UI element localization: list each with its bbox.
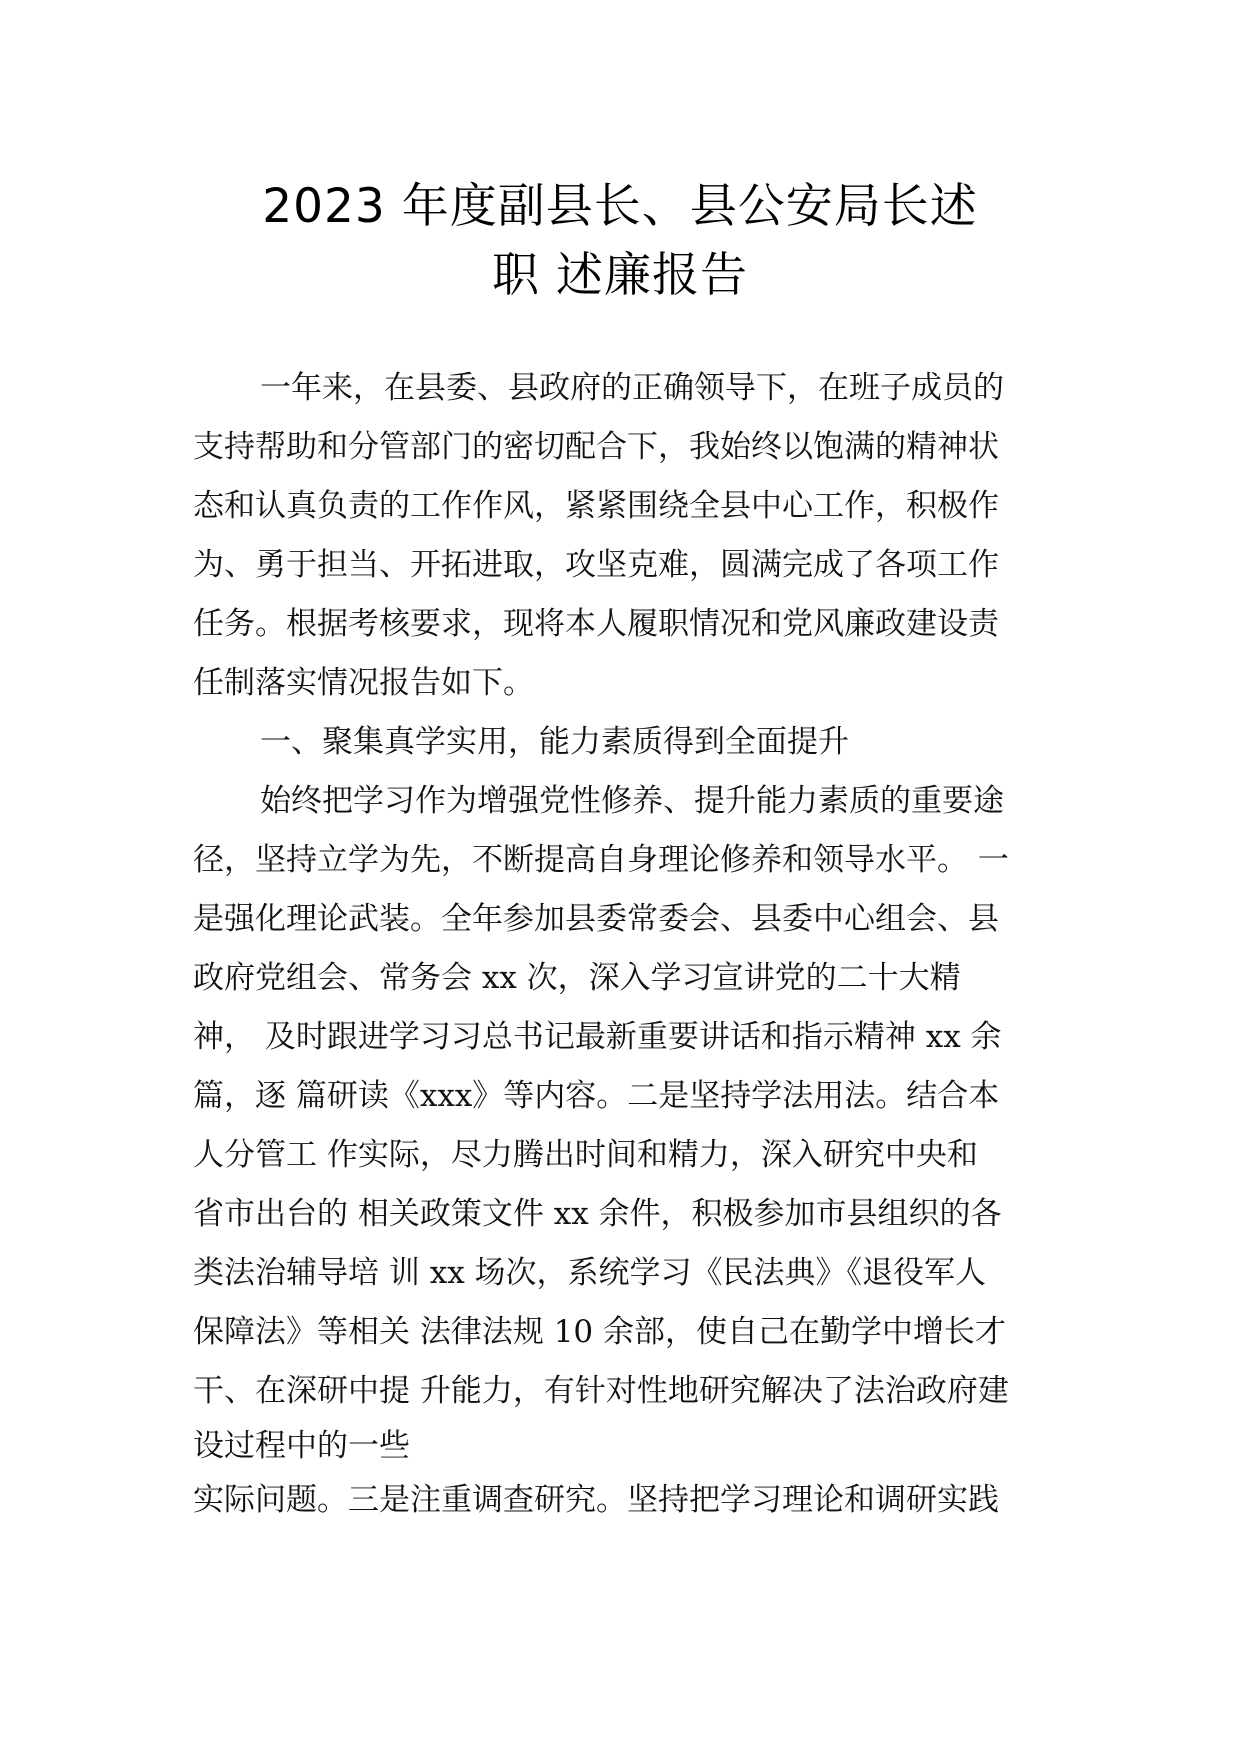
paragraph-line: 神， 及时跟进学习习总书记最新重要讲话和指示精神 xx 余 bbox=[193, 1019, 1002, 1055]
paragraph-line: 篇，逐 篇研读《xxx》等内容。二是坚持学法用法。结合本 bbox=[193, 1078, 1000, 1114]
title-line-2: 职 述廉报告 bbox=[492, 248, 748, 303]
paragraph-line: 径，坚持立学为先，不断提高自身理论修养和领导水平。 一 bbox=[193, 842, 1009, 878]
paragraph-line: 为、勇于担当、开拓进取，攻坚克难，圆满完成了各项工作 bbox=[193, 547, 999, 583]
paragraph-line: 人分管工 作实际，尽力腾出时间和精力，深入研究中央和 bbox=[193, 1137, 978, 1173]
paragraph-line: 干、在深研中提 升能力，有针对性地研究解决了法治政府建 bbox=[193, 1373, 1009, 1409]
paragraph-line: 设过程中的一些 bbox=[193, 1428, 410, 1464]
paragraph-line: 支持帮助和分管部门的密切配合下，我始终以饱满的精神状 bbox=[193, 429, 999, 465]
paragraph-line: 态和认真负责的工作作风，紧紧围绕全县中心工作，积极作 bbox=[193, 488, 999, 524]
paragraph-line: 类法治辅导培 训 xx 场次，系统学习《民法典》《退役军人 bbox=[193, 1255, 987, 1291]
paragraph-line: 政府党组会、常务会 xx 次，深入学习宣讲党的二十大精 bbox=[193, 960, 961, 996]
paragraph-line: 保障法》等相关 法律法规 10 余部，使自己在勤学中增长才 bbox=[193, 1314, 1007, 1350]
paragraph-line: 是强化理论武装。全年参加县委常委会、县委中心组会、县 bbox=[193, 901, 999, 937]
section-heading: 一、聚集真学实用，能力素质得到全面提升 bbox=[260, 724, 849, 760]
paragraph-line: 始终把学习作为增强党性修养、提升能力素质的重要途 bbox=[260, 783, 1004, 819]
paragraph-line: 任务。根据考核要求，现将本人履职情况和党风廉政建设责 bbox=[193, 606, 999, 642]
paragraph-line: 任制落实情况报告如下。 bbox=[193, 665, 534, 701]
paragraph-line: 省市出台的 相关政策文件 xx 余件，积极参加市县组织的各 bbox=[193, 1196, 1002, 1232]
paragraph-line: 实际问题。三是注重调查研究。坚持把学习理论和调研实践 bbox=[193, 1482, 999, 1518]
title-line-1: 2023 年度副县长、县公安局长述 bbox=[262, 179, 978, 234]
paragraph-line: 一年来，在县委、县政府的正确领导下，在班子成员的 bbox=[260, 370, 1004, 406]
